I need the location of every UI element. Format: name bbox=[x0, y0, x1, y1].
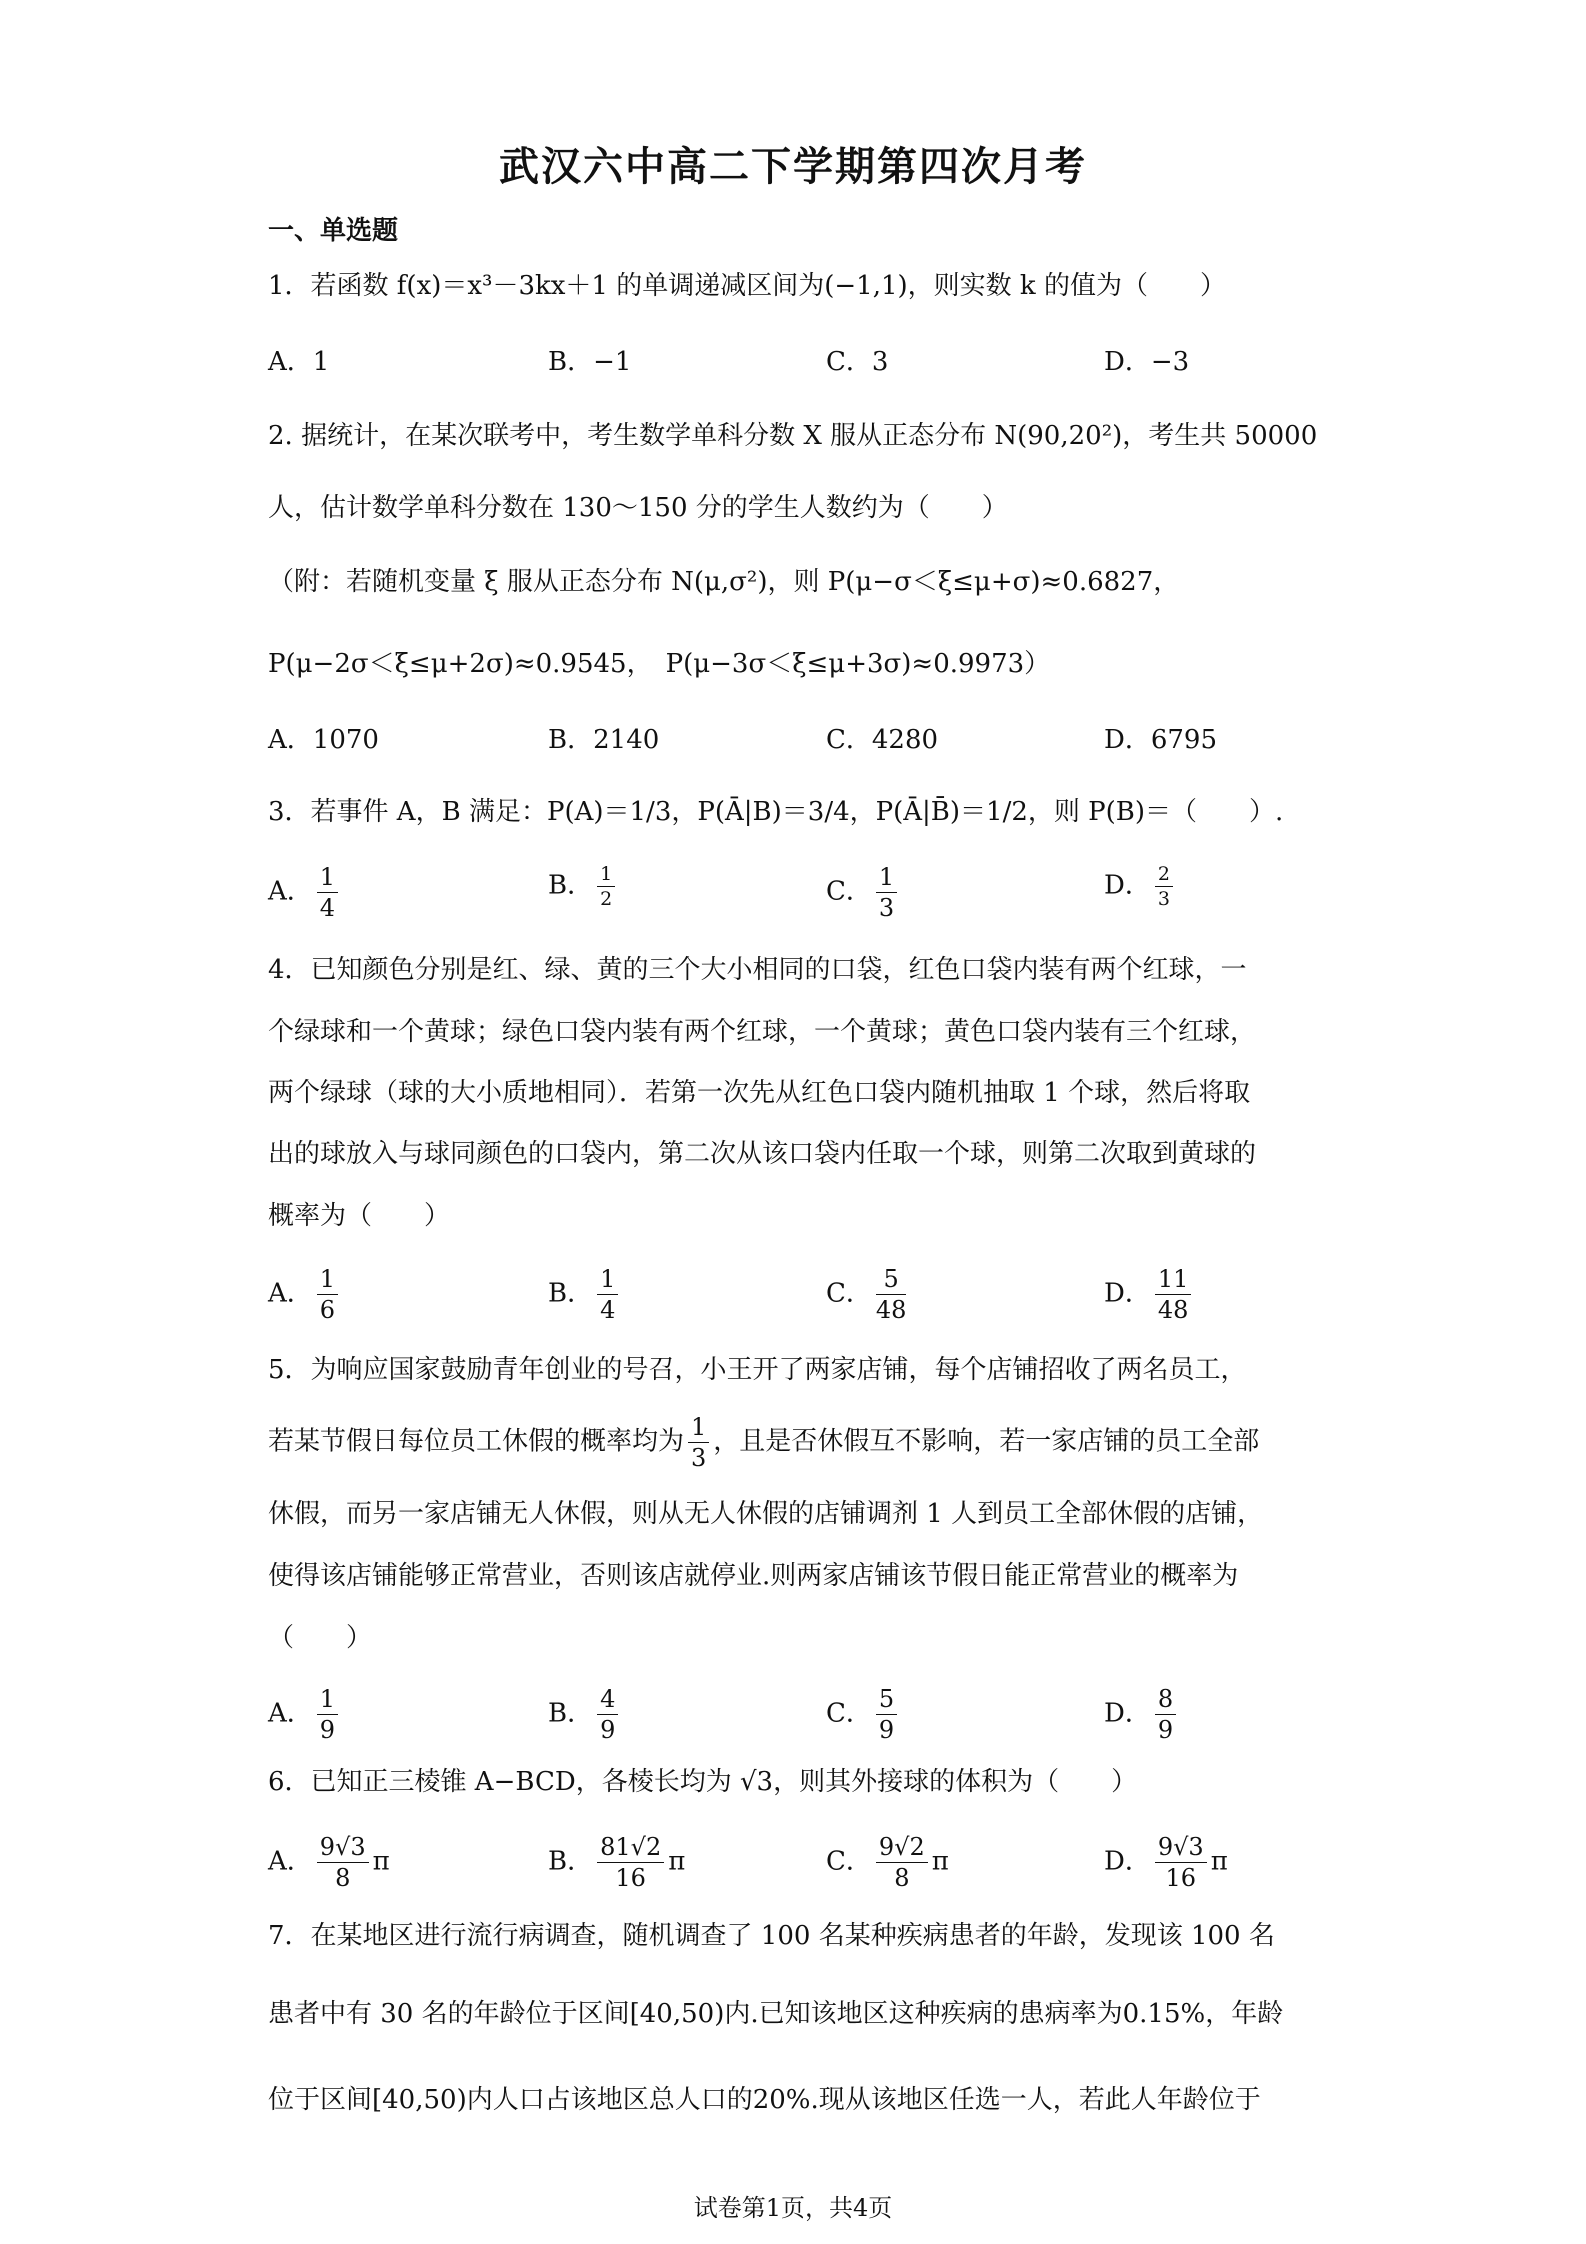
q2-option-a: A．1070 bbox=[268, 725, 379, 755]
question-6-text: 6．已知正三棱锥 A−BCD，各棱长均为 √3，则其外接球的体积为（ ） bbox=[268, 1767, 1138, 1797]
q3-option-c: C． $\frac{1}{3}$ bbox=[826, 862, 901, 923]
q1-option-c: C．3 bbox=[826, 347, 889, 377]
q6-option-a: A． $\frac{9√3}{8}$ π bbox=[268, 1833, 390, 1892]
question-4-line-4: 出的球放入与球同颜色的口袋内，第二次从该口袋内任取一个球，则第二次取到黄球的 bbox=[268, 1139, 1257, 1169]
question-2-line-2: 人，估计数学单科分数在 130～150 分的学生人数约为（ ） bbox=[268, 493, 1008, 523]
q2-option-c: C．4280 bbox=[826, 725, 939, 755]
question-2-line-1: 2. 据统计，在某次联考中，考生数学单科分数 X 服从正态分布 N(90,20²)，考生共 50000 bbox=[268, 421, 1318, 451]
question-5-line-2: 若某节假日每位员工休假的概率均为 $\frac{1}{3}$ ，且是否休假互不影响，若一家店铺的员工全部 bbox=[268, 1413, 1260, 1472]
question-7-line-2: 患者中有 30 名的年龄位于区间[40,50)内.已知该地区这种疾病的患病率为0.15%，年龄 bbox=[268, 1999, 1284, 2029]
q2-option-b: B．2140 bbox=[548, 725, 660, 755]
question-4-line-1: 4．已知颜色分别是红、绿、黄的三个大小相同的口袋，红色口袋内装有两个红球，一 bbox=[268, 955, 1247, 985]
q1-option-a: A．1 bbox=[268, 347, 330, 377]
q2-option-d: D．6795 bbox=[1104, 725, 1218, 755]
q4-option-d: D． $\frac{11}{48}$ bbox=[1104, 1264, 1195, 1325]
question-1-text: 1．若函数 f(x)＝x³－3kx＋1 的单调递减区间为(−1,1)，则实数 k 的值为（ ） bbox=[268, 271, 1226, 301]
question-5-line-5: （ ） bbox=[268, 1623, 373, 1653]
question-4-line-3: 两个绿球（球的大小质地相同）．若第一次先从红色口袋内随机抽取 1 个球，然后将取 bbox=[268, 1078, 1251, 1108]
q6-option-b: B． $\frac{81√2}{16}$ π bbox=[548, 1833, 686, 1892]
q3-option-b: B． $\frac{1}{2}$ bbox=[548, 862, 619, 911]
question-4-line-2: 个绿球和一个黄球；绿色口袋内装有两个红球，一个黄球；黄色口袋内装有三个红球， bbox=[268, 1017, 1257, 1047]
q3-option-a: A． $\frac{1}{4}$ bbox=[268, 862, 342, 923]
question-5-line-3: 休假，而另一家店铺无人休假，则从无人休假的店铺调剂 1 人到员工全部休假的店铺， bbox=[268, 1499, 1264, 1529]
q4-option-b: B． $\frac{1}{4}$ bbox=[548, 1264, 622, 1325]
page-title: 武汉六中高二下学期第四次月考 bbox=[499, 143, 1087, 190]
question-3-text: 3．若事件 A，B 满足：P(A)＝1/3，P(Ā|B)＝3/4，P(Ā|B̄)＝1/2，则 P(B)＝（ ）. bbox=[268, 797, 1284, 827]
q6-option-d: D． $\frac{9√3}{16}$ π bbox=[1104, 1833, 1228, 1892]
section-heading: 一、单选题 bbox=[268, 216, 399, 246]
question-7-line-1: 7．在某地区进行流行病调查，随机调查了 100 名某种疾病患者的年龄，发现该 100 名 bbox=[268, 1921, 1275, 1951]
q1-option-d: D．−3 bbox=[1104, 347, 1190, 377]
q3-option-d: D． $\frac{2}{3}$ bbox=[1104, 862, 1177, 911]
q4-option-c: C． $\frac{5}{48}$ bbox=[826, 1265, 907, 1324]
q1-option-b: B．−1 bbox=[548, 347, 632, 377]
q5-option-d: D． $\frac{8}{9}$ bbox=[1104, 1684, 1180, 1745]
q6-option-c: C． $\frac{9√2}{8}$ π bbox=[826, 1833, 949, 1892]
q4-option-a: A． $\frac{1}{6}$ bbox=[268, 1264, 342, 1325]
q5-option-b: B． $\frac{4}{9}$ bbox=[548, 1684, 622, 1745]
question-5-line-4: 使得该店铺能够正常营业，否则该店就停业.则两家店铺该节假日能正常营业的概率为 bbox=[268, 1561, 1239, 1591]
q5-option-a: A． $\frac{1}{9}$ bbox=[268, 1684, 342, 1745]
question-7-line-3: 位于区间[40,50)内人口占该地区总人口的20%.现从该地区任选一人，若此人年龄位于 bbox=[268, 2085, 1261, 2115]
question-4-line-5: 概率为（ ） bbox=[268, 1201, 451, 1231]
page-footer: 试卷第1页，共4页 bbox=[693, 2194, 893, 2222]
question-5-line-1: 5．为响应国家鼓励青年创业的号召，小王开了两家店铺，每个店铺招收了两名员工， bbox=[268, 1355, 1247, 1385]
question-2-line-4: P(μ−2σ＜ξ≤μ+2σ)≈0.9545， P(μ−3σ＜ξ≤μ+3σ)≈0.9973） bbox=[268, 649, 1051, 679]
question-2-line-3: （附：若随机变量 ξ 服从正态分布 N(μ,σ²)，则 P(μ−σ＜ξ≤μ+σ)≈0.6827， bbox=[268, 567, 1180, 597]
q5-option-c: C． $\frac{5}{9}$ bbox=[826, 1684, 901, 1745]
